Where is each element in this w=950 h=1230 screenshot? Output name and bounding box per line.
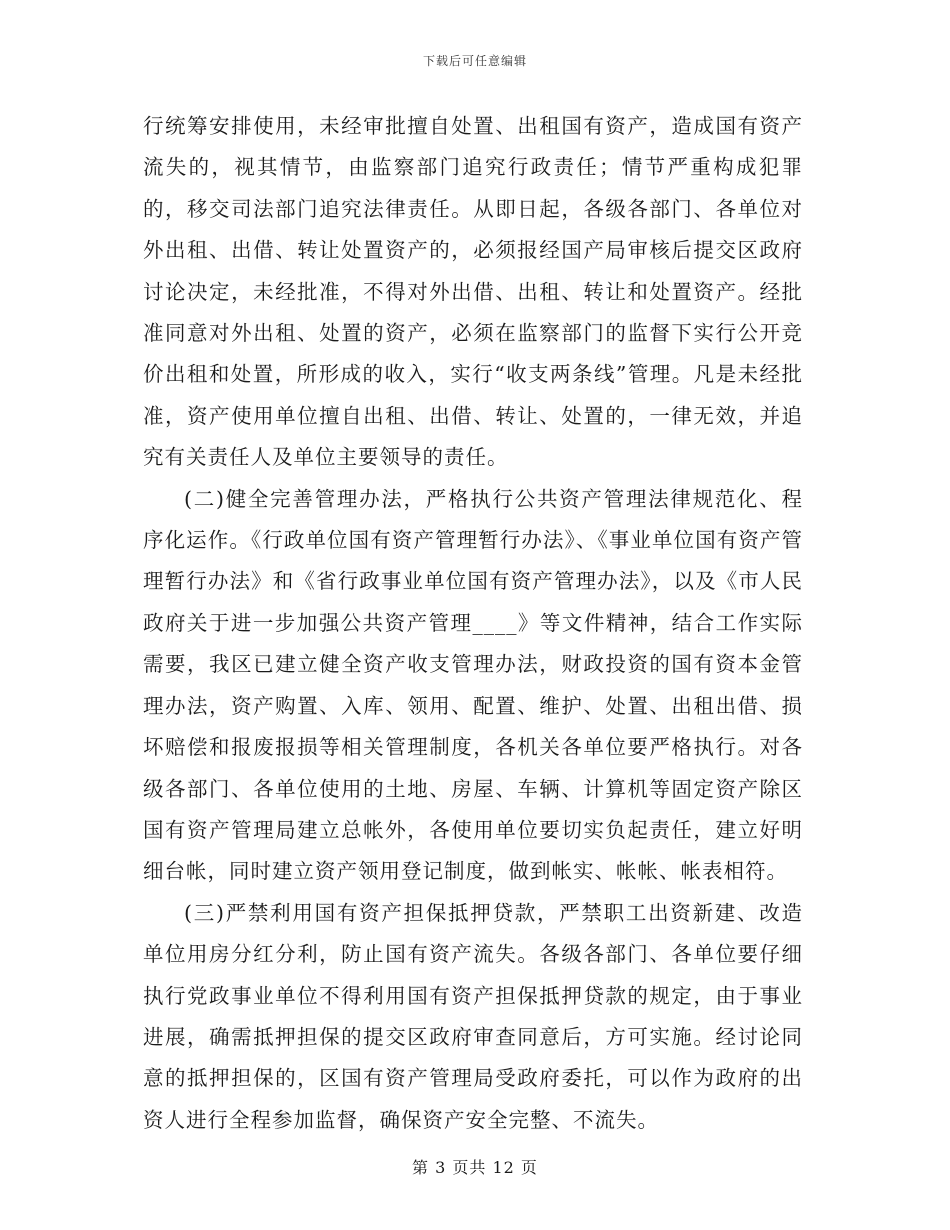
page-header: 下载后可任意编辑	[422, 54, 527, 68]
document-body	[143, 106, 803, 1141]
page-number: 第 3 页共 12 页	[412, 1158, 538, 1177]
paragraph-section-3: (三)严禁利用国有资产担保抵押贷款，严禁职工出资新建、改造单位用房分红分利，防止国有资产流失。各级各部门、各单位要仔细执行党政事业单位不得利用国有资产担保抵押贷款的规定，由于事业进展，确需抵押担保的提交区政府审查同意后，方可实施。经讨论同意的抵押担保的，区国有资产管理局受政府委托，可以作为政府的出资人进行全程参加监督，确保资产安全完整、不流失。	[143, 900, 803, 1132]
paragraph-continuation: 行统筹安排使用，未经审批擅自处置、出租国有资产，造成国有资产流失的，视其情节，由监察部门追究行政责任；情节严重构成犯罪的，移交司法部门追究法律责任。从即日起，各级各部门、各单位对外出租、出借、转让处置资产的，必须报经国产局审核后提交区政府讨论决定，未经批准，不得对外出借、出租、转让和处置资产。经批准同意对外出租、处置的资产，必须在监察部门的监督下实行公开竞价出租和处置，所形成的收入，实行“收支两条线”管理。凡是未经批准，资产使用单位擅自出租、出借、转让、处置的，一律无效，并追究有关责任人及单位主要领导的责任。	[143, 114, 803, 470]
paragraph-section-2: (二)健全完善管理办法，严格执行公共资产管理法律规范化、程序化运作。《行政单位国有资产管理暂行办法》、《事业单位国有资产管理暂行办法》和《省行政事业单位国有资产管理办法》，以及《市人民政府关于进一步加强公共资产管理____》等文件精神，结合工作实际需要，我区已建立健全资产收支管理办法，财政投资的国有资本金管理办法，资产购置、入库、领用、配置、维护、处置、出租出借、损坏赔偿和报废报损等相关管理制度，各机关各单位要严格执行。对各级各部门、各单位使用的土地、房屋、车辆、计算机等固定资产除区国有资产管理局建立总帐外，各使用单位要切实负起责任，建立好明细台帐，同时建立资产领用登记制度，做到帐实、帐帐、帐表相符。	[143, 486, 803, 884]
